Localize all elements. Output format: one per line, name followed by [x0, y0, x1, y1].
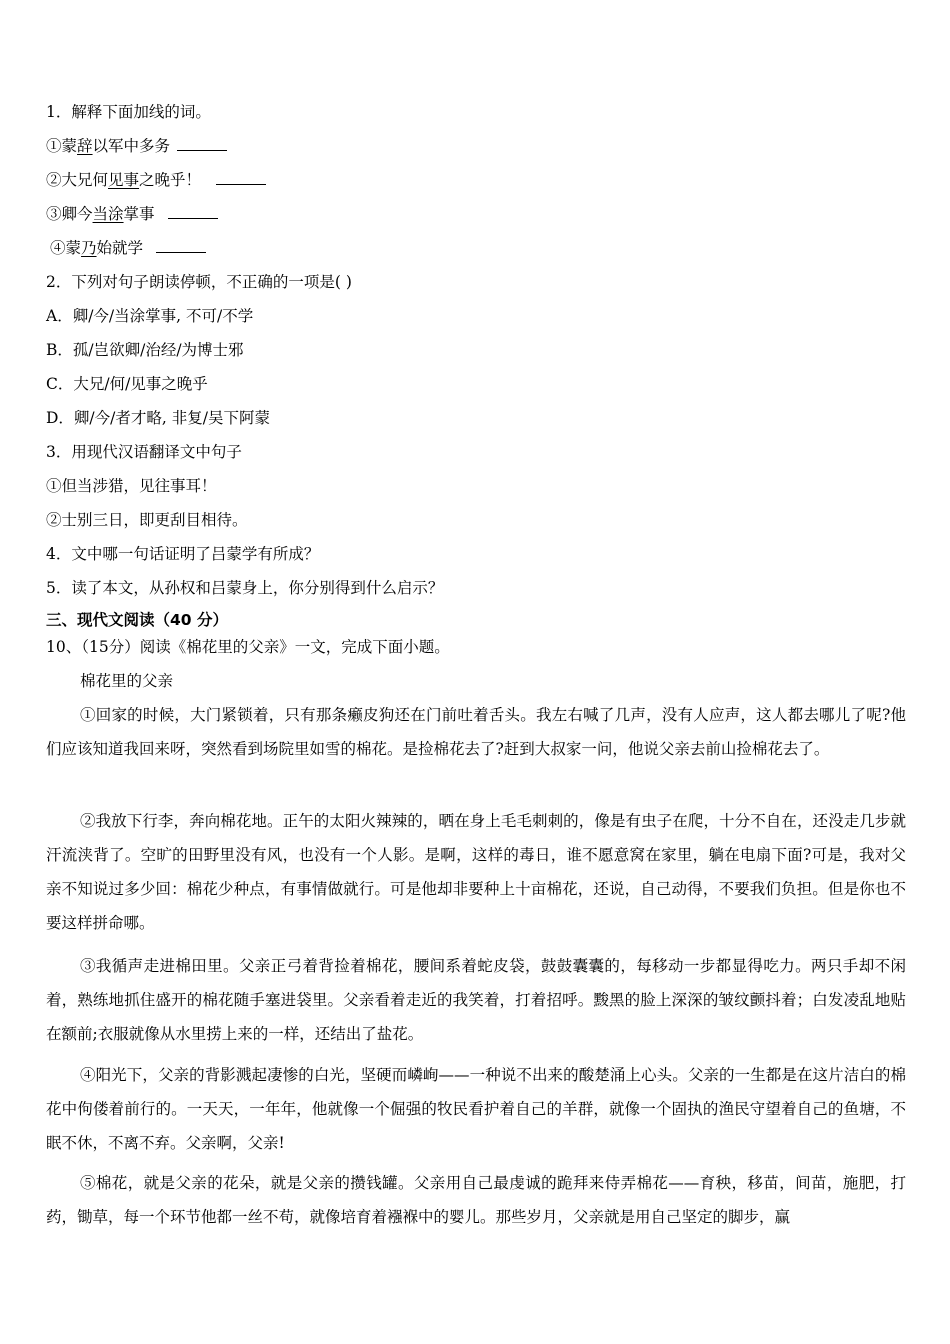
section-heading: 三、现代文阅读（40 分）: [46, 611, 228, 629]
underlined-word: 乃: [81, 239, 97, 257]
q3-item-2: ②士别三日，即更刮目相待。: [46, 511, 248, 529]
article-title: 棉花里的父亲: [80, 672, 174, 690]
article-paragraph-3: ③我循声走进棉田里。父亲正弓着背捡着棉花，腰间系着蛇皮袋，鼓鼓囊囊的，每移动一步都显得吃力。两只手却不闲着，熟练地抓住盛开的棉花随手塞进袋里。父亲看着走近的我笑着，打着招呼。黢黑的脸上深深的皱纹颤抖着；白发凌乱地贴在额前;衣服就像从水里捞上来的一样，还结出了盐花。: [46, 957, 906, 1043]
answer-blank[interactable]: [177, 136, 227, 151]
q2-option-a: A．卿/今/当涂掌事, 不可/不学: [46, 307, 254, 325]
underlined-word: 当涂: [92, 205, 124, 223]
q3-stem: 3．用现代汉语翻译文中句子: [46, 443, 242, 461]
article-paragraph-2: ②我放下行李，奔向棉花地。正午的太阳火辣辣的，晒在身上毛毛刺刺的，像是有虫子在爬，十分不自在，还没走几步就汗流浃背了。空旷的田野里没有风，也没有一个人影。是啊，这样的毒日，谁不愿意窝在家里，躺在电扇下面?可是，我对父亲不知说过多少回：棉花少种点，有事情做就行。可是他却非要种上十亩棉花，还说，自己动得，不要我们负担。但是你也不要这样拼命哪。: [46, 812, 906, 932]
article-paragraph-5: ⑤棉花，就是父亲的花朵，就是父亲的攒钱罐。父亲用自己最虔诚的跪拜来侍弄棉花——育秧，移苗，间苗，施肥，打药，锄草，每一个环节他都一丝不苟，就像培育着襁褓中的婴儿。那些岁月，父亲就是用自己坚定的脚步，赢: [46, 1174, 906, 1226]
q1-stem: 1．解释下面加线的词。: [46, 103, 211, 121]
q3-item-1: ①但当涉猎，见往事耳！: [46, 477, 217, 495]
article-paragraph-1: ①回家的时候，大门紧锁着，只有那条癞皮狗还在门前吐着舌头。我左右喊了几声，没有人应声，这人都去哪儿了呢?他们应该知道我回来呀，突然看到场院里如雪的棉花。是捡棉花去了?赶到大叔家一问，他说父亲去前山捡棉花去了。: [46, 706, 906, 758]
underlined-word: 辞: [77, 137, 93, 155]
q2-option-c: C．大兄/何/见事之晚乎: [46, 375, 208, 393]
article-paragraph-4: ④阳光下，父亲的背影溅起凄惨的白光，坚硬而嶙峋——一种说不出来的酸楚涌上心头。父亲的一生都是在这片洁白的棉花中佝偻着前行的。一天天，一年年，他就像一个倔强的牧民看护着自己的羊群，就像一个固执的渔民守望着自己的鱼塘，不眠不休，不离不弃。父亲啊，父亲!: [46, 1066, 906, 1152]
q1-item-2: ②大兄何见事之晚乎！: [46, 169, 266, 191]
q1-item-4: ④蒙乃始就学: [50, 237, 206, 259]
answer-blank[interactable]: [168, 204, 218, 219]
q2-stem: 2．下列对句子朗读停顿，不正确的一项是( ): [46, 273, 352, 291]
answer-blank[interactable]: [156, 238, 206, 253]
q2-option-d: D．卿/今/者才略, 非复/吴下阿蒙: [46, 409, 270, 427]
q2-option-b: B．孤/岂欲卿/治经/为博士邪: [46, 341, 244, 359]
q4-stem: 4．文中哪一句话证明了吕蒙学有所成？: [46, 545, 320, 563]
q1-item-3: ③卿今当涂掌事: [46, 203, 218, 225]
q1-item-1: ①蒙辞以军中多务: [46, 135, 227, 157]
q5-stem: 5．读了本文，从孙权和吕蒙身上，你分别得到什么启示？: [46, 579, 444, 597]
underlined-word: 见事: [108, 171, 140, 189]
q10-stem: 10、（15分）阅读《棉花里的父亲》一文，完成下面小题。: [46, 638, 450, 656]
answer-blank[interactable]: [216, 170, 266, 185]
